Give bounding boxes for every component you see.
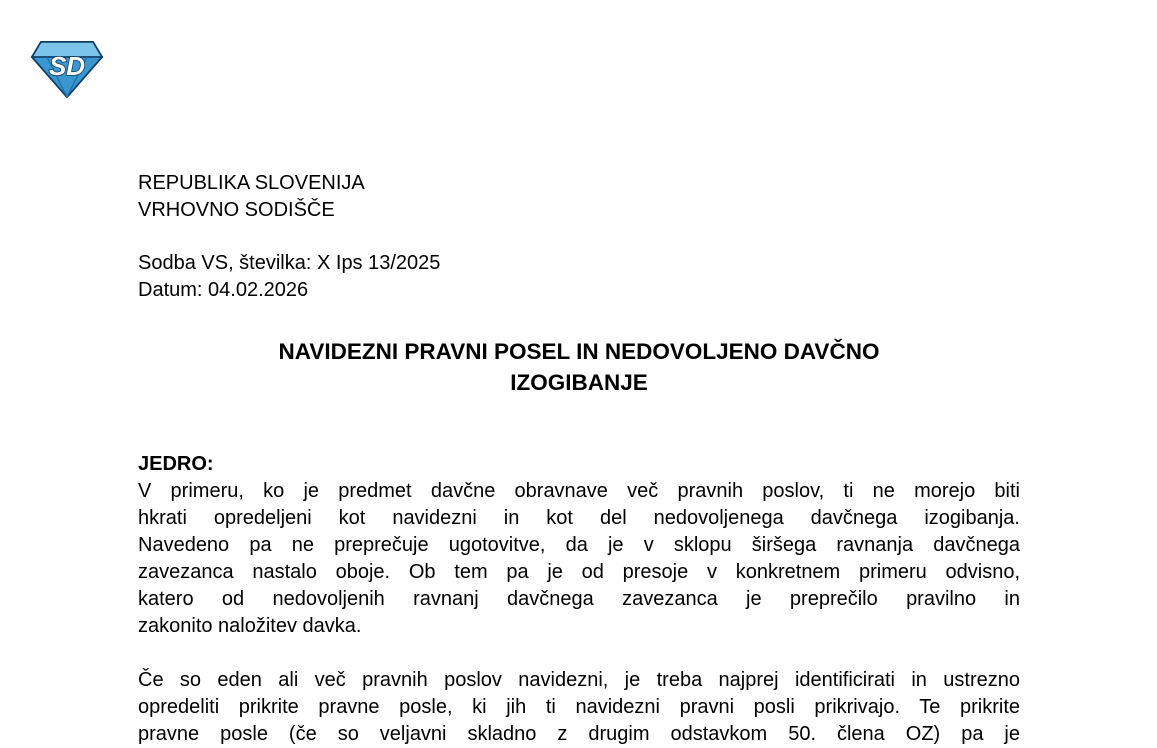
header-court: VRHOVNO SODIŠČE [138, 199, 335, 221]
jedro-paragraph-1 [138, 478, 1020, 640]
title-line-2: IZOGIBANJE [510, 370, 648, 395]
text-line: V primeru, ko je predmet davčne obravnave več pravnih poslov, ti ne morejo biti [138, 480, 1020, 502]
document-title [138, 336, 1020, 398]
text-line: katero od nedovoljenih ravnanj davčnega zavezanca je preprečilo pravilno in [138, 588, 1020, 610]
text-line: pravne posle (če so veljavni skladno z drugim odstavkom 50. člena OZ) pa je [138, 723, 1020, 745]
text-line: opredeliti prikrite pravne posle, ki jih ti navidezni pravni posli prikrivajo. Te prikrite [138, 696, 1020, 718]
jedro-paragraph-2 [138, 667, 1020, 748]
document-body [138, 170, 1020, 748]
logo-lettering: SD [48, 51, 86, 81]
decision-date: Datum: 04.02.2026 [138, 279, 309, 301]
diamond-logo-icon [31, 40, 103, 98]
text-line: zavezanca nastalo oboje. Ob tem pa je od presoje v konkretnem primeru odvisno, [138, 561, 1020, 583]
text-line: hkrati opredeljeni kot navidezni in kot del nedovoljenega davčnega izogibanja. [138, 507, 1020, 529]
title-line-1: NAVIDEZNI PRAVNI POSEL IN NEDOVOLJENO DAVČNO [278, 339, 880, 364]
section-label-jedro: JEDRO: [138, 453, 214, 475]
text-line: Navedeno pa ne preprečuje ugotovitve, da je v sklopu širšega ravnanja davčnega [138, 534, 1020, 556]
text-line: Če so eden ali več pravnih poslov navidezni, je treba najprej identificirati in ustrezno [138, 669, 1020, 691]
header-republic: REPUBLIKA SLOVENIJA [138, 172, 365, 194]
court-logo [31, 40, 103, 98]
text-line: zakonito naložitev davka. [138, 615, 362, 637]
case-number: Sodba VS, številka: X Ips 13/2025 [138, 252, 441, 274]
